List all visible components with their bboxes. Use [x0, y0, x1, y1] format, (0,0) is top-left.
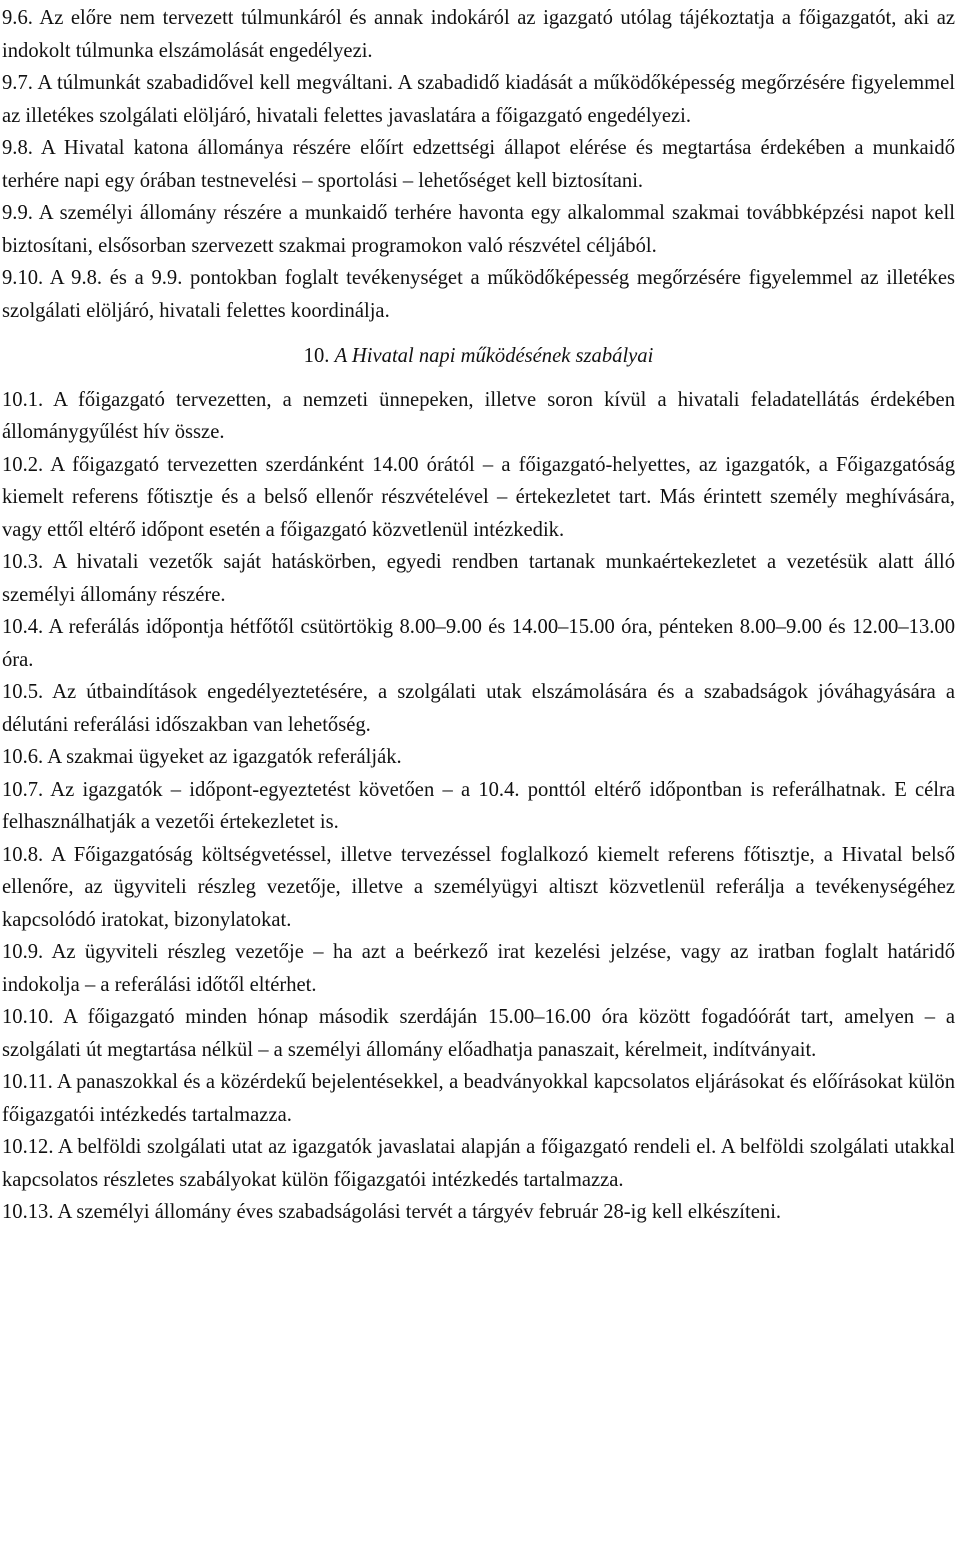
paragraph-10-11: 10.11. A panaszokkal és a közérdekű bejelentésekkel, a beadványokkal kapcsolatos eljárásokat és előírásokat külön főigazgatói intézkedés tartalmazza.: [2, 1071, 955, 1126]
paragraph-10-9: 10.9. Az ügyviteli részleg vezetője – ha azt a beérkező irat kezelési jelzése, vagy az iratban foglalt határidő indokolja – a referálási időtől eltérhet.: [2, 941, 955, 996]
paragraph-10-6: 10.6. A szakmai ügyeket az igazgatók referálják.: [2, 746, 402, 768]
section-number: 10.: [303, 345, 330, 367]
paragraph-10-7: 10.7. Az igazgatók – időpont-egyeztetést követően – a 10.4. ponttól eltérő időpontban is referálhatnak. E célra felhasználhatják a vezetői értekezletet is.: [2, 778, 955, 833]
paragraph-9-10: 9.10. A 9.8. és a 9.9. pontokban foglalt tevékenységet a működőképesség megőrzésére figyelemmel az illetékes szolgálati elöljáró, hivatali felettes koordinálja.: [2, 267, 955, 322]
paragraph-10-5: 10.5. Az útbaindítások engedélyeztetésére, a szolgálati utak elszámolására és a szabadságok jóváhagyására a délutáni referálási időszakban van lehetőség.: [2, 681, 955, 736]
paragraph-10-3: 10.3. A hivatali vezetők saját hatáskörben, egyedi rendben tartanak munkaértekezletet a vezetésük alatt álló személyi állomány részére.: [2, 551, 955, 606]
section-heading: [2, 340, 955, 373]
paragraph-9-9: 9.9. A személyi állomány részére a munkaidő terhére havonta egy alkalommal szakmai továbbképzési napot kell biztosítani, elsősorban szervezett szakmai programokon való részvétel céljából.: [2, 202, 955, 257]
paragraph-9-8: 9.8. A Hivatal katona állománya részére előírt edzettségi állapot elérése és megtartása érdekében a munkaidő terhére napi egy órában testnevelési – sportolási – lehetőséget kell biztosítani.: [2, 137, 955, 192]
section-title: A Hivatal napi működésének szabályai: [334, 345, 654, 367]
paragraph-10-4: 10.4. A referálás időpontja hétfőtől csütörtökig 8.00–9.00 és 14.00–15.00 óra, pénteken 8.00–9.00 és 12.00–13.00 óra.: [2, 616, 955, 671]
paragraph-10-1: 10.1. A főigazgató tervezetten, a nemzeti ünnepeken, illetve soron kívül a hivatali feladatellátás érdekében állománygyűlést hív össze.: [2, 388, 955, 443]
paragraph-10-13: 10.13. A személyi állomány éves szabadságolási tervét a tárgyév február 28-ig kell elkészíteni.: [2, 1201, 782, 1223]
paragraph-10-10: 10.10. A főigazgató minden hónap második szerdáján 15.00–16.00 óra között fogadóórát tart, amelyen – a szolgálati út megtartása nélkül – a személyi állomány előadhatja panaszait, kérelmeit, indítványait.: [2, 1006, 955, 1061]
paragraph-10-2: 10.2. A főigazgató tervezetten szerdánként 14.00 órától – a főigazgató-helyettes, az igazgatók, a Főigazgatóság kiemelt referens főtisztje és a belső ellenőr részvételével – értekezletet tart. Más érintett személy meghívására, vagy ettől eltérő időpont esetén a főigazgató közvetlenül intézkedik.: [2, 453, 955, 541]
paragraph-9-6: 9.6. Az előre nem tervezett túlmunkáról és annak indokáról az igazgató utólag tájékoztatja a főigazgatót, aki az indokolt túlmunka elszámolását engedélyezi.: [2, 7, 955, 62]
paragraph-9-7: 9.7. A túlmunkát szabadidővel kell megváltani. A szabadidő kiadását a működőképesség megőrzésére figyelemmel az illetékes szolgálati elöljáró, hivatali felettes javaslatára a főigazgató engedélyezi.: [2, 72, 955, 127]
paragraph-10-8: 10.8. A Főigazgatóság költségvetéssel, illetve tervezéssel foglalkozó kiemelt referens főtisztje, a Hivatal belső ellenőre, az ügyviteli részleg vezetője, illetve a személyügyi altiszt közvetlenül referálja a tevékenységéhez kapcsolódó iratokat, bizonylatokat.: [2, 843, 955, 931]
paragraph-10-12: 10.12. A belföldi szolgálati utat az igazgatók javaslatai alapján a főigazgató rendeli el. A belföldi szolgálati utakkal kapcsolatos részletes szabályokat külön főigazgatói intézkedés tartalmazza.: [2, 1136, 955, 1191]
